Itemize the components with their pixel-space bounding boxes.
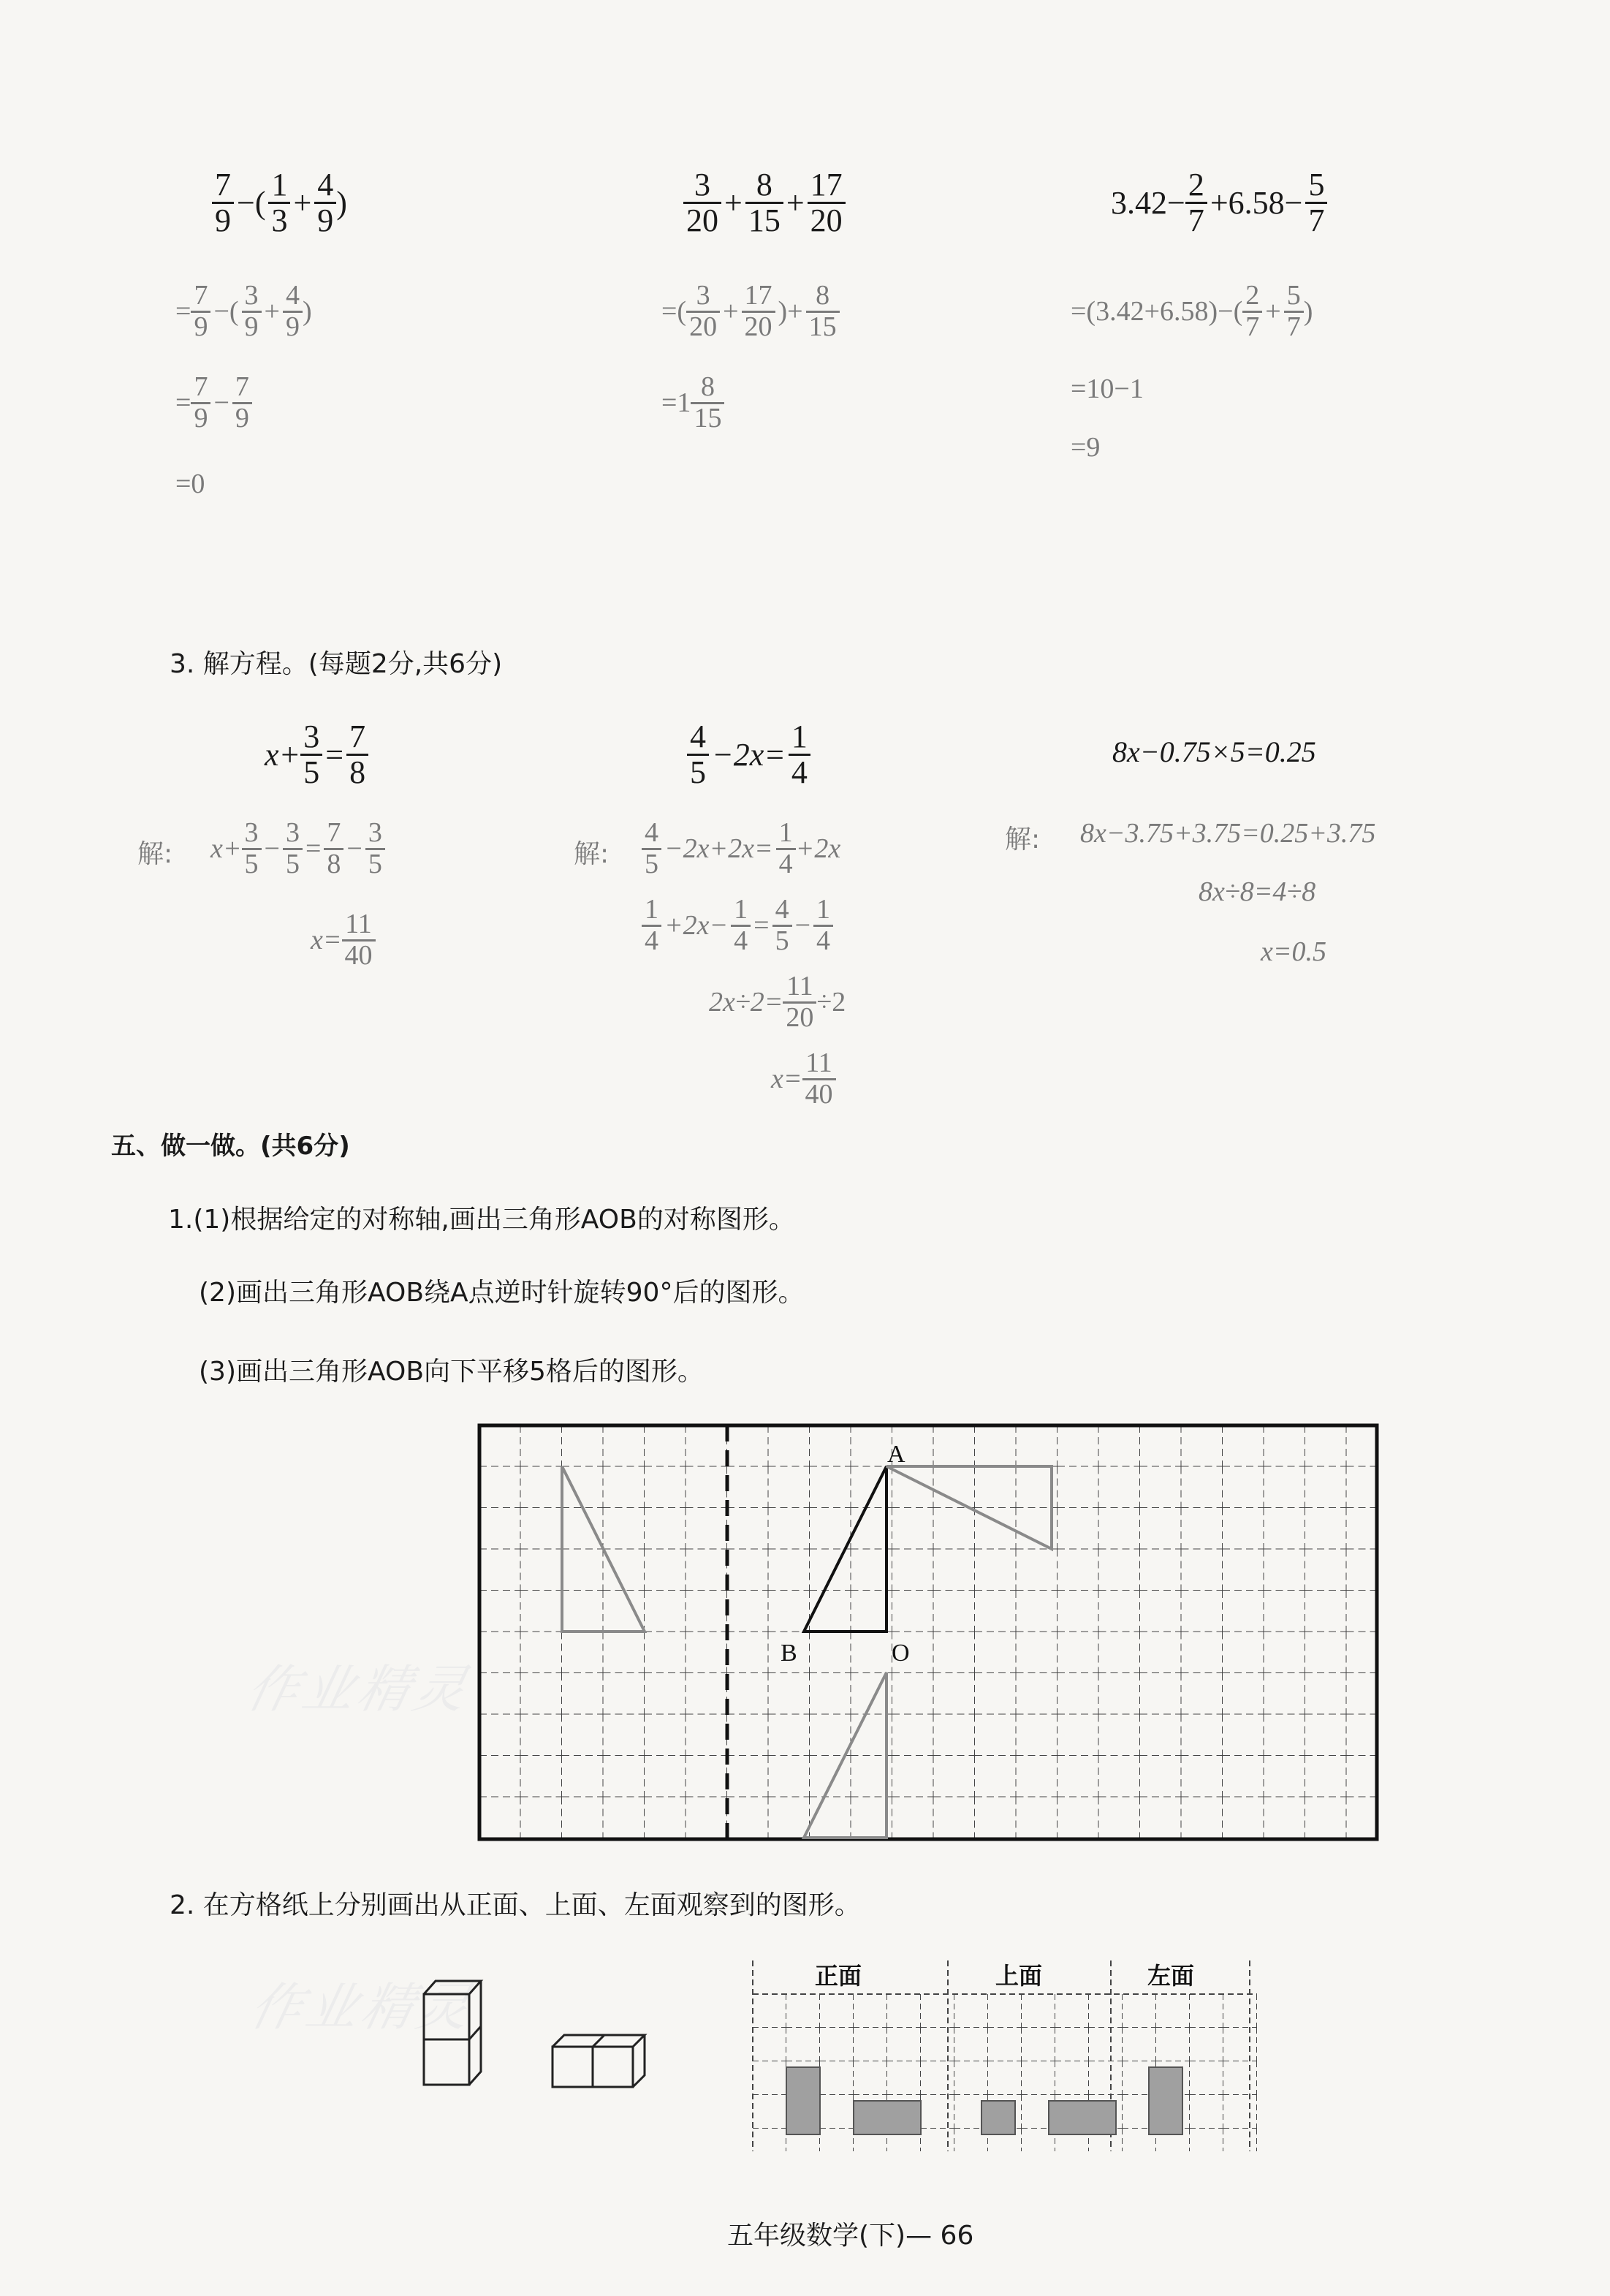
eq3-problem: 8x−0.75×5=0.25 — [1112, 735, 1316, 768]
page-footer: 五年级数学(下)— 66 — [727, 2221, 974, 2251]
calc2-step2: =1 $\frac{8}{15}$ — [661, 373, 724, 433]
q2-text: 2. 在方格纸上分别画出从正面、上面、左面观察到的图形。 — [170, 1890, 861, 1920]
label-o: O — [892, 1640, 910, 1667]
eq3-step2: 8x÷8=4÷8 — [1199, 876, 1316, 907]
cube-figures — [417, 1966, 650, 2113]
left-view-shape — [1149, 2067, 1182, 2134]
calc1-step3: =0 — [175, 469, 205, 499]
tall-cube-stack — [424, 1981, 481, 2085]
top-view-shape — [981, 2101, 1015, 2134]
calc1-problem: $\frac{7}{9}$ −( $\frac{1}{3}$ + $\frac{4}{9}$ ) — [212, 168, 347, 238]
view-label-top: 上面 — [995, 1962, 1043, 1990]
calc3-step1: =(3.42+6.58)−( $\frac{2}{7}$ + $\frac{5}{7}$ ) — [1071, 280, 1313, 342]
eq2-step2: $\frac{1}{4}$ +2x− $\frac{1}{4}$ = $\frac{4}{5}$ − $\frac{1}{4}$ — [642, 895, 833, 956]
q1-part3: (3)画出三角形AOB向下平移5格后的图形。 — [199, 1357, 704, 1387]
watermark: 作业精灵 — [245, 1977, 480, 2037]
wide-cube-row — [553, 2035, 645, 2087]
eq1-solution-label: 解: — [137, 839, 173, 869]
calc1-step1: = $\frac{7}{9}$ −( $\frac{3}{9}$ + $\frac{4}{9}$ ) — [175, 280, 312, 342]
eq1-step1: x+ $\frac{3}{5}$ − $\frac{3}{5}$ = $\frac{7}{8}$ − $\frac{3}{5}$ — [210, 819, 385, 879]
eq2-step3: 2x÷2= $\frac{11}{20}$ ÷2 — [709, 971, 846, 1033]
watermark: 作业精灵 — [241, 1659, 476, 1719]
calc2-problem: $\frac{3}{20}$ + $\frac{8}{15}$ + $\frac{17}{20}$ — [683, 168, 846, 238]
transform-grid — [475, 1420, 1381, 1844]
calc1-step2: = $\frac{7}{9}$ − $\frac{7}{9}$ — [175, 373, 252, 433]
q1-part2: (2)画出三角形AOB绕A点逆时针旋转90°后的图形。 — [199, 1278, 805, 1308]
section3-title: 3. 解方程。(每题2分,共6分) — [170, 649, 503, 679]
eq3-solution-label: 解: — [1005, 825, 1041, 855]
label-a: A — [887, 1441, 905, 1468]
front-view-shape — [786, 2067, 820, 2134]
calc3-step2: =10−1 — [1071, 374, 1144, 404]
calc2-step1: =( $\frac{3}{20}$ + $\frac{17}{20}$ )+ $\frac{8}{15}$ — [661, 281, 840, 342]
eq2-step1: $\frac{4}{5}$ −2x+2x= $\frac{1}{4}$ +2x — [642, 819, 840, 879]
front-view-shape-2 — [854, 2101, 921, 2134]
label-b: B — [781, 1640, 797, 1667]
calc3-step3: =9 — [1071, 432, 1101, 463]
eq3-step3: x=0.5 — [1261, 936, 1327, 967]
eq3-step1: 8x−3.75+3.75=0.25+3.75 — [1080, 818, 1376, 849]
eq1-step2: x= $\frac{11}{40}$ — [311, 910, 376, 971]
section5-title: 五、做一做。(共6分) — [111, 1132, 350, 1161]
top-view-shape-2 — [1049, 2101, 1116, 2134]
eq2-problem: $\frac{4}{5}$ −2x= $\frac{1}{4}$ — [687, 720, 810, 789]
view-label-front: 正面 — [815, 1962, 862, 1990]
views-grid — [745, 1950, 1257, 2155]
eq1-problem: x+ $\frac{3}{5}$ = $\frac{7}{8}$ — [265, 720, 368, 789]
view-label-left: 左面 — [1147, 1962, 1195, 1990]
eq2-solution-label: 解: — [574, 839, 610, 869]
calc3-problem: 3.42− $\frac{2}{7}$ +6.58− $\frac{5}{7}$ — [1111, 168, 1327, 238]
eq2-step4: x= $\frac{11}{40}$ — [771, 1049, 836, 1110]
q1-part1: 1.(1)根据给定的对称轴,画出三角形AOB的对称图形。 — [168, 1205, 795, 1235]
